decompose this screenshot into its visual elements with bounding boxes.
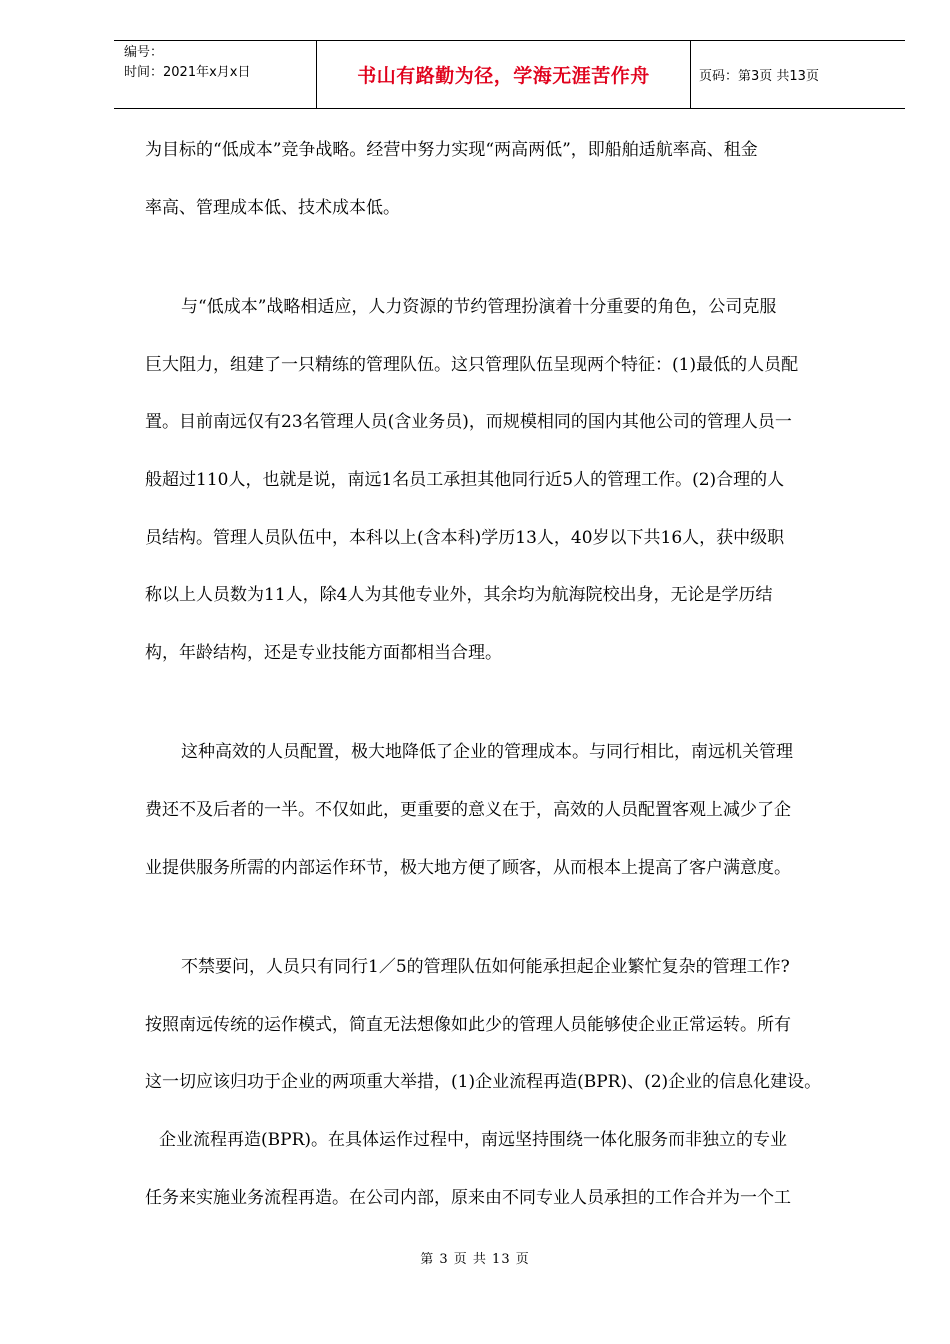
page-footer: 第 3 页 共 13 页 — [420, 1252, 530, 1267]
text-line: 与“低成本”战略相适应，人力资源的节约管理扮演着十分重要的角色，公司克服 — [181, 297, 777, 318]
text-line: 为目标的“低成本”竞争战略。经营中努力实现“两高两低”，即船舶适航率高、租金 — [145, 140, 758, 160]
serial-number-label: 编号： — [124, 45, 164, 60]
header-page-info: 页码：第3页 共13页 — [699, 69, 819, 84]
paragraph-gap — [145, 243, 877, 285]
text-line: 率高、管理成本低、技术成本低。 — [145, 197, 400, 218]
document-header — [114, 40, 905, 109]
text-line: 这一切应该归功于企业的两项重大举措，(1)企业流程再造(BPR)、(2)企业的信息化建设。 — [145, 1072, 822, 1093]
text-line: 称以上人员数为11人，除4人为其他专业外，其余均为航海院校出身，无论是学历结 — [145, 585, 773, 606]
paragraph-gap — [145, 903, 877, 945]
text-line: 企业流程再造(BPR)。在具体运作过程中，南远坚持围绕一体化服务而非独立的专业 — [159, 1129, 787, 1150]
text-line: 这种高效的人员配置，极大地降低了企业的管理成本。与同行相比，南远机关管理 — [181, 742, 793, 763]
text-line: 费还不及后者的一半。不仅如此，更重要的意义在于，高效的人员配置客观上减少了企 — [145, 799, 791, 820]
text-line: 按照南远传统的运作模式，简直无法想像如此少的管理人员能够使企业正常运转。所有 — [145, 1014, 791, 1035]
date-label: 时间：2021年x月x日 — [124, 65, 251, 80]
text-line: 员结构。管理人员队伍中，本科以上(含本科)学历13人，40岁以下共16人，获中级职 — [145, 527, 785, 548]
header-motto: 书山有路勤为径，学海无涯苦作舟 — [357, 65, 650, 87]
document-body — [145, 128, 877, 1233]
paragraph-gap — [145, 688, 877, 730]
text-line: 不禁要问，人员只有同行1／5的管理队伍如何能承担起企业繁忙复杂的管理工作? — [181, 957, 790, 978]
header-meta — [124, 43, 314, 83]
text-line: 业提供服务所需的内部运作环节，极大地方便了顾客，从而根本上提高了客户满意度。 — [145, 857, 791, 878]
text-line: 巨大阻力，组建了一只精练的管理队伍。这只管理队伍呈现两个特征：(1)最低的人员配 — [145, 354, 799, 375]
text-line: 构，年龄结构，还是专业技能方面都相当合理。 — [145, 642, 502, 663]
text-line: 任务来实施业务流程再造。在公司内部，原来由不同专业人员承担的工作合并为一个工 — [145, 1187, 791, 1208]
text-line: 般超过110人，也就是说，南远1名员工承担其他同行近5人的管理工作。(2)合理的人 — [145, 469, 785, 490]
text-line: 置。目前南远仅有23名管理人员(含业务员)，而规模相同的国内其他公司的管理人员一 — [145, 412, 792, 433]
